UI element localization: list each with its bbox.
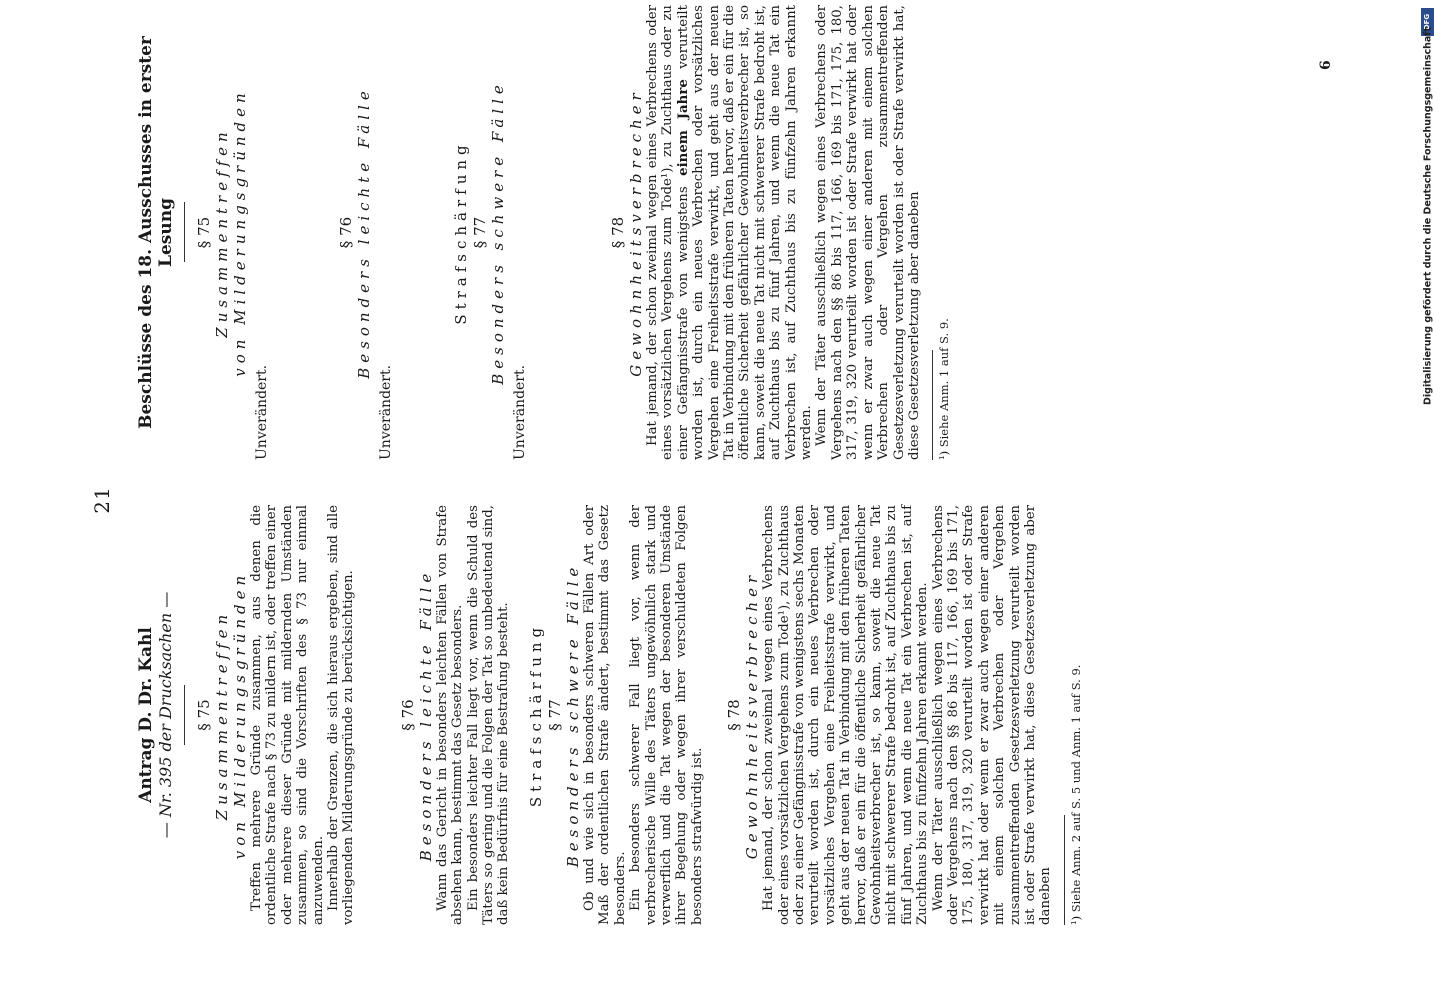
left-column-title: Antrag D. Dr. Kahl	[136, 627, 156, 803]
section-76-committee	[337, 5, 395, 460]
paragraph-number: § 77	[471, 216, 489, 249]
section-title: Besonders schwere Fälle	[489, 80, 507, 385]
section-title: Zusammentreffen von Milderungsgründen	[213, 88, 249, 377]
header-rule	[184, 203, 185, 263]
paragraph-text: Ein besonders schwerer Fall liegt vor, wenn der verbrecherische Wille des Täters ungewöhnlich stark und verwerflich und die Tat wegen der besonderen Umstände ihrer Begehung oder wegen ihrer verschuldeten Folgen besonders strafwürdig ist.	[628, 505, 705, 925]
paragraph-text: Treffen mehrere Gründe zusammen, aus denen die ordentliche Strafe nach § 73 zu mildern ist, oder treffen einer oder mehrere dieser Gründe mit mildernden Umständen zusammen, so sind die Vorschriften des § 73 nur einmal anzuwenden.	[249, 505, 326, 925]
section-title: Gewohnheitsverbrecher	[743, 570, 762, 860]
digitization-note: Digitalisierung gefördert durch die Deutsche Forschungsgemeinschaft	[1422, 27, 1434, 405]
section-77	[546, 505, 705, 925]
section-title: Besonders leichte Fälle	[355, 86, 373, 379]
paragraph-text: Wenn der Täter ausschließlich wegen eines Verbrechens oder Vergehens nach den §§ 86 bis 117, 166, 169 bis 171, 175, 180, 317, 319, 320 verurteilt worden ist oder Strafe verwirkt hat oder wenn er zwar auch wegen einer anderen mit einem solchen Verbrechen oder Vergehen zusammentreffenden Gesetzesverletzung verurteilt worden ist oder Strafe verwirkt hat, diese Gesetzesverletzung aber daneben	[814, 5, 922, 460]
text-run: Hat jemand, der schon zweimal wegen eines Verbrechens oder eines vorsätzlichen Vergehens zum Tode¹), zu Zuchthaus oder zu einer Gefängnisstrafe von wenigstens	[645, 5, 691, 460]
paragraph-text: Wenn der Täter ausschließlich wegen eines Verbrechens oder Vergehens nach den §§ 86 bis 117, 166, 169 bis 171, 175, 180, 317, 319, 320 verurteilt worden ist oder Strafe verwirkt hat oder wenn er zwar auch wegen einer anderen mit einem solchen Verbrechen oder Vergehen zusammentreffenden Gesetzesverletzung verurteilt worden ist oder Strafe verwirkt hat, diese Gesetzesverletzung aber daneben	[930, 505, 1054, 925]
left-column-subtitle: — Nr. 395 der Drucksachen —	[156, 591, 175, 839]
amended-phrase: einem Jahre	[675, 79, 691, 176]
section-78	[725, 505, 1054, 925]
paragraph-text: Innerhalb der Grenzen, die sich hieraus ergeben, sind alle vorliegenden Milderungsgründe zu berücksichtigen.	[326, 505, 357, 925]
right-column-title: Beschlüsse des 18. Ausschusses in erster Lesung	[136, 36, 176, 429]
section-77-committee	[471, 5, 529, 460]
footnote-rule	[1064, 815, 1065, 925]
dfg-logo: DFG	[1421, 8, 1434, 36]
unchanged-note: Unverändert.	[378, 364, 394, 460]
section-75-committee	[195, 5, 271, 460]
unchanged-note: Unverändert.	[512, 364, 528, 460]
text-run: verurteilt worden ist, durch ein neues Verbrechen oder vorsätzliches Vergehen eine Freiheitsstrafe verwirkt, und geht aus der neuen Tat in Verbindung mit den früheren Taten hervor, daß er ein für die öffentliche Sicherheit gefährlicher Gewohnheitsverbrecher ist, so kann, soweit die neue Tat nicht mit schwererer Strafe bedroht ist, auf Zuchthaus bis zu fünf Jahren, und wenn die neue Tat ein Verbrechen ist, auf Zuchthaus bis zu fünfzehn Jahren erkannt werden.	[675, 5, 815, 460]
paragraph-text: Ein besonders leichter Fall liegt vor, wenn die Schuld des Täters so gering und die Folgen der Tat so unbedeutend sind, daß kein Bedürfnis für eine Bestrafung besteht.	[465, 505, 512, 925]
section-title: Zusammentreffen von Milderungsgründen	[213, 570, 249, 860]
paragraph-number: § 76	[337, 216, 355, 249]
section-75	[195, 505, 357, 925]
section-78-committee	[609, 5, 922, 460]
left-column	[0, 505, 1434, 925]
paragraph-number: § 78	[609, 216, 627, 249]
page-number: 21	[90, 486, 114, 514]
digitization-banner	[1420, 8, 1434, 405]
section-76	[399, 505, 512, 925]
unchanged-note: Unverändert.	[254, 364, 270, 460]
paragraph-text	[645, 5, 814, 460]
section-title: Besonders leichte Fälle	[416, 568, 435, 862]
paragraph-number: § 75	[195, 699, 213, 731]
paragraph-text: Wann das Gericht in besonders leichten Fällen von Strafe absehen kann, bestimmt das Gesetz besonders.	[434, 505, 466, 925]
paragraph-number: § 75	[195, 216, 213, 249]
paragraph-text: Ob und wie sich in besonders schweren Fällen Art oder Maß der ordentlichen Strafe ändert, bestimmt das Gesetz besonders.	[581, 505, 628, 925]
section-title: Besonders schwere Fälle	[563, 562, 582, 868]
group-heading: Strafschärfung	[452, 140, 470, 325]
paragraph-number: § 77	[545, 699, 564, 731]
right-column	[0, 5, 1434, 460]
paragraph-number: § 78	[725, 699, 744, 731]
footnote: ¹) Siehe Anm. 1 auf S. 9.	[937, 318, 952, 460]
paragraph-text: Hat jemand, der schon zweimal wegen eines Verbrechens oder eines vorsätzlichen Vergehens zum Tode¹), zu Zuchthaus oder zu einer Gefängnisstrafe von wenigstens sechs Monaten verurteilt worden ist, durch ein neues Verbrechen oder vorsätzliches Vergehen eine Freiheitsstrafe verwirkt, und geht aus der neuen Tat in Verbindung mit den früheren Taten hervor, daß er ein für die öffentliche Sicherheit gefährlicher Gewohnheitsverbrecher ist, so kann, soweit die neue Tat nicht mit schwererer Strafe bedroht ist, auf Zuchthaus bis zu fünf Jahren, und wenn die neue Tat ein Verbrechen ist, auf Zuchthaus bis zu fünfzehn Jahren erkannt werden.	[761, 505, 931, 925]
footnote: ¹) Siehe Anm. 2 auf S. 5 und Anm. 1 auf S. 9.	[1068, 664, 1083, 925]
group-heading: Strafschärfung	[526, 622, 545, 808]
section-title: Gewohnheitsverbrecher	[627, 88, 645, 377]
header-rule	[184, 685, 185, 745]
sheet-signature-mark: 6	[1318, 60, 1334, 70]
paragraph-number: § 76	[398, 699, 417, 731]
footnote-rule	[932, 350, 933, 460]
